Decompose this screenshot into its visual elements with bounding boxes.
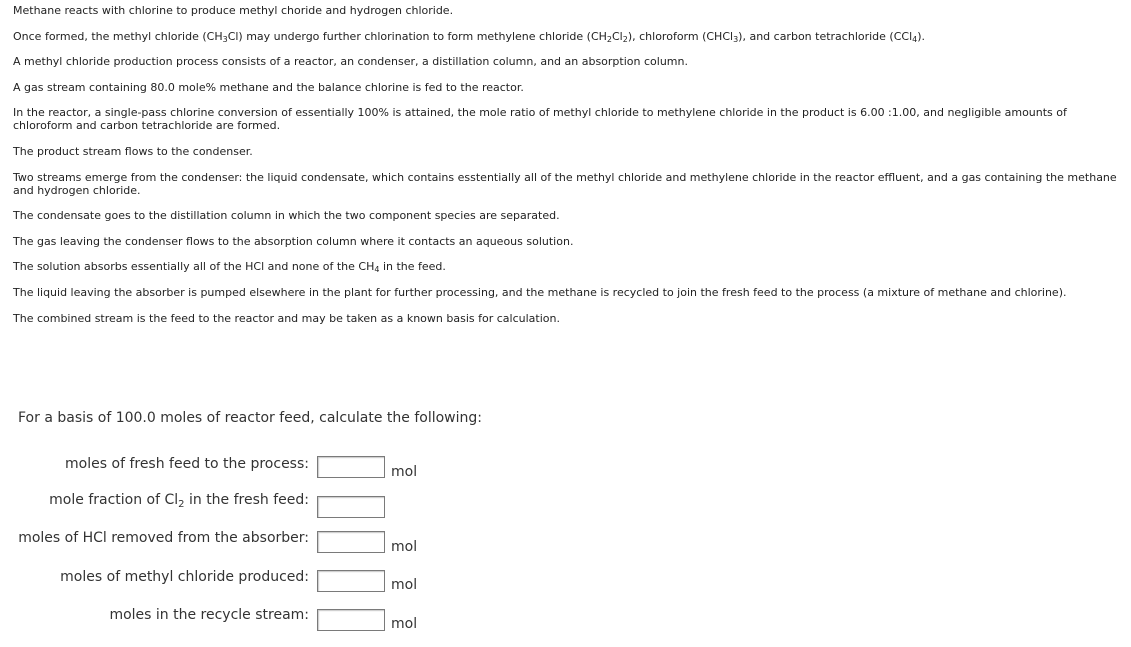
problem-line: Two streams emerge from the condenser: the liquid condensate, which contains esstentially all of the methyl chloride and methylene chloride in the reactor effluent, and a gas containing the methane and hydrogen chloride.	[13, 170, 1117, 197]
problem-line: The product stream flows to the condenser.	[13, 144, 253, 158]
problem-line: The liquid leaving the absorber is pumped elsewhere in the plant for further processing, and the methane is recycled to join the fresh feed to the process (a mixture of methane and chlorine).	[13, 285, 1067, 299]
fresh-feed-label: moles of fresh feed to the process:	[65, 456, 309, 472]
recycle-stream-label: moles in the recycle stream:	[109, 607, 309, 623]
problem-line: Methane reacts with chlorine to produce methyl choride and hydrogen chloride.	[13, 4, 454, 17]
problem-line: The condensate goes to the distillation column in which the two component species are separated.	[13, 209, 560, 223]
recycle-stream-input[interactable]	[317, 609, 385, 631]
hcl-removed-label: moles of HCl removed from the absorber:	[18, 530, 309, 546]
question-prompt: For a basis of 100.0 moles of reactor feed, calculate the following:	[18, 410, 482, 426]
problem-line: In the reactor, a single-pass chlorine conversion of essentially 100% is attained, the mole ratio of methyl chloride to methylene chloride in the product is 6.00 :1.00, and negligible amounts of chloroform and carbon tetrachloride are formed.	[13, 106, 1067, 133]
hcl-removed-input[interactable]	[317, 531, 385, 553]
fresh-feed-unit: mol	[391, 464, 418, 480]
problem-line: The solution absorbs essentially all of the HCl and none of the $CH_4$ in the feed.	[13, 260, 446, 275]
fresh-feed-input[interactable]	[317, 456, 385, 478]
hcl-removed-unit: mol	[391, 539, 418, 555]
problem-line: A gas stream containing 80.0 mole% methane and the balance chlorine is fed to the reactor.	[13, 80, 524, 94]
problem-line: The combined stream is the feed to the reactor and may be taken as a known basis for calculation.	[13, 311, 560, 325]
problem-statement	[13, 4, 1123, 337]
problem-line: Once formed, the methyl chloride $(CH_3Cl)$ may undergo further chlorination to form methylene chloride $(CH_2Cl_2)$, chloroform (CHCl$_3$), and carbon tetrachloride (CCl$_4$).	[13, 29, 926, 44]
methyl-chloride-unit: mol	[391, 577, 418, 593]
methyl-chloride-input[interactable]	[317, 570, 385, 592]
cl2-fraction-input[interactable]	[317, 496, 385, 518]
recycle-stream-unit: mol	[391, 616, 418, 632]
cl2-fraction-label: mole fraction of $Cl_2$ in the fresh feed:	[49, 492, 309, 510]
problem-line: A methyl chloride production process consists of a reactor, an condenser, a distillation column, and an absorption column.	[13, 55, 688, 69]
problem-line: The gas leaving the condenser flows to the absorption column where it contacts an aqueous solution.	[13, 234, 574, 248]
methyl-chloride-label: moles of methyl chloride produced:	[60, 569, 309, 585]
